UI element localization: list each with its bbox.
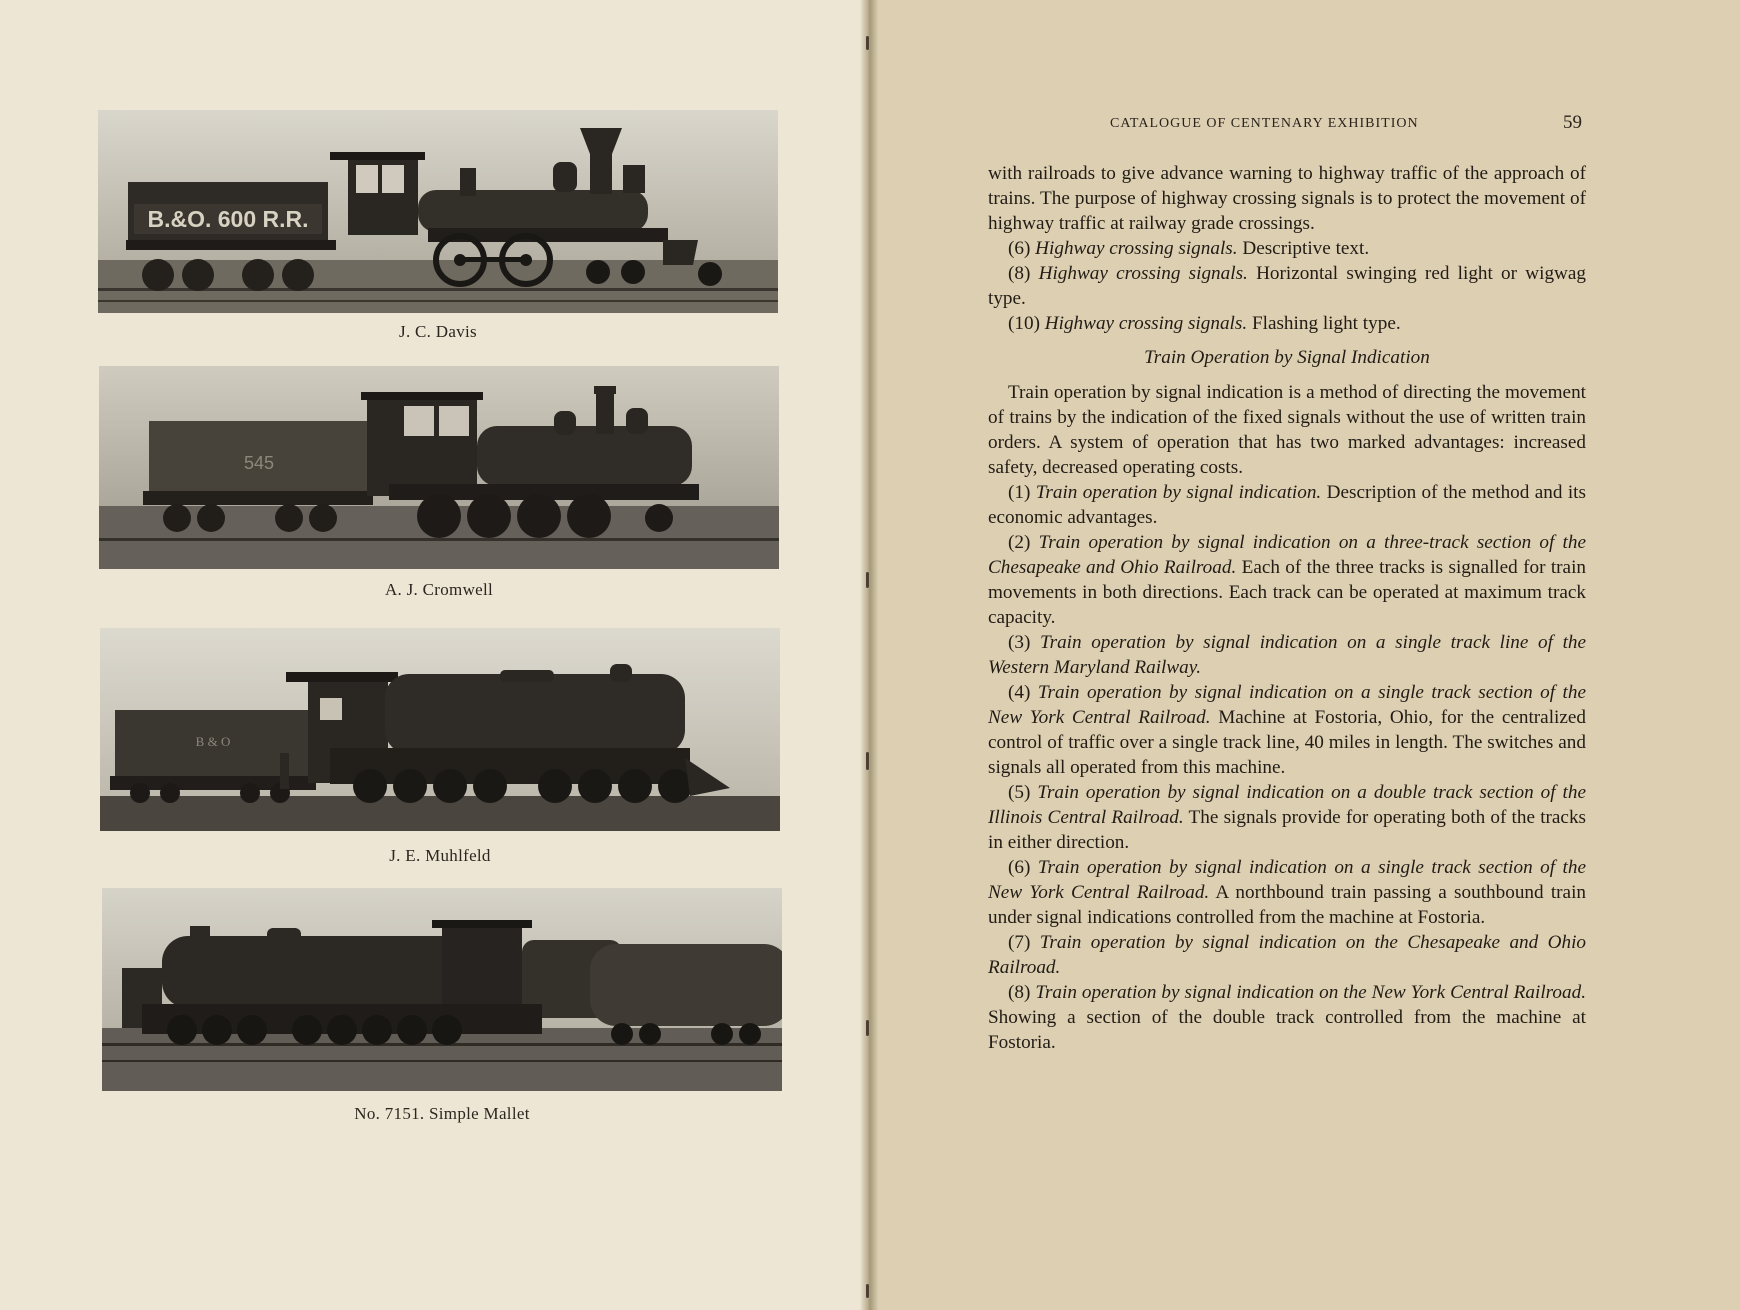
binding-stitch xyxy=(866,572,869,588)
paragraph: with railroads to give advance warning to highway traffic of the approach of trains. The purpose of highway crossing signals is to protect the movement of highway traffic at railway grade crossings. xyxy=(988,163,1586,234)
plate-caption-simple-mallet: No. 7151. Simple Mallet xyxy=(354,1104,530,1123)
tender-lettering: 545 xyxy=(243,453,275,473)
binding-stitch xyxy=(866,752,869,770)
catalogue-item: (1) Train operation by signal indication. Description of the method and its economic advantages. xyxy=(988,482,1586,528)
section-subheading: Train Operation by Signal Indication xyxy=(1144,347,1430,368)
catalogue-item: (3) Train operation by signal indication on a single track line of the Western Maryland Railway. xyxy=(988,632,1587,678)
plate-simple-mallet-photo xyxy=(102,888,782,1091)
plate-caption-jc-davis: J. C. Davis xyxy=(399,322,477,341)
paragraph: Train operation by signal indication is a method of directing the movement of trains by the indication of the fixed signals without the use of written train orders. A system of operation that has two marked advantages: increased safety, decreased operating costs. xyxy=(988,382,1586,478)
tender-lettering: B.&O. 600 R.R. xyxy=(147,206,309,232)
catalogue-text xyxy=(988,161,1586,1055)
page-number: 59 xyxy=(1563,112,1582,133)
catalogue-item: (4) Train operation by signal indication on a single track section of the New York Central Railroad. Machine at Fostoria, Ohio, for the centralized control of traffic over a single track line, 40 miles in length. The switches and signals all operated from this machine. xyxy=(988,682,1586,778)
catalogue-item: (2) Train operation by signal indication on a three-track section of the Chesapeake and Ohio Railroad. Each of the three tracks is signalled for train movements in both directions. Each track can be operated at maximum track capacity. xyxy=(988,532,1587,628)
plate-caption-aj-cromwell: A. J. Cromwell xyxy=(384,580,494,599)
plate-je-muhlfeld-photo xyxy=(100,628,780,831)
catalogue-item: (8) Highway crossing signals. Horizontal swinging red light or wigwag type. xyxy=(988,263,1587,309)
binding-stitch xyxy=(866,36,869,50)
catalogue-item: (10) Highway crossing signals. Flashing light type. xyxy=(1008,313,1401,334)
plate-aj-cromwell-photo xyxy=(99,366,779,569)
catalogue-item: (7) Train operation by signal indication on the Chesapeake and Ohio Railroad. xyxy=(988,932,1587,978)
running-head: CATALOGUE OF CENTENARY EXHIBITION xyxy=(1110,116,1419,131)
catalogue-item: (6) Highway crossing signals. Descriptive text. xyxy=(1008,238,1370,259)
book-gutter xyxy=(860,0,878,1310)
tender-lettering: B & O xyxy=(195,734,231,749)
binding-stitch xyxy=(866,1020,869,1036)
binding-stitch xyxy=(866,1284,869,1298)
plate-jc-davis-photo xyxy=(98,110,778,313)
catalogue-item: (8) Train operation by signal indication on the New York Central Railroad. Showing a section of the double track controlled from the machine at Fostoria. xyxy=(988,982,1586,1053)
catalogue-item: (5) Train operation by signal indication on a double track section of the Illinois Central Railroad. The signals provide for operating both of the tracks in either direction. xyxy=(988,782,1587,853)
catalogue-item: (6) Train operation by signal indication on a single track section of the New York Central Railroad. A northbound train passing a southbound train under signal indications controlled from the machine at Fostoria. xyxy=(988,857,1586,928)
plate-caption-je-muhlfeld: J. E. Muhlfeld xyxy=(389,846,491,865)
